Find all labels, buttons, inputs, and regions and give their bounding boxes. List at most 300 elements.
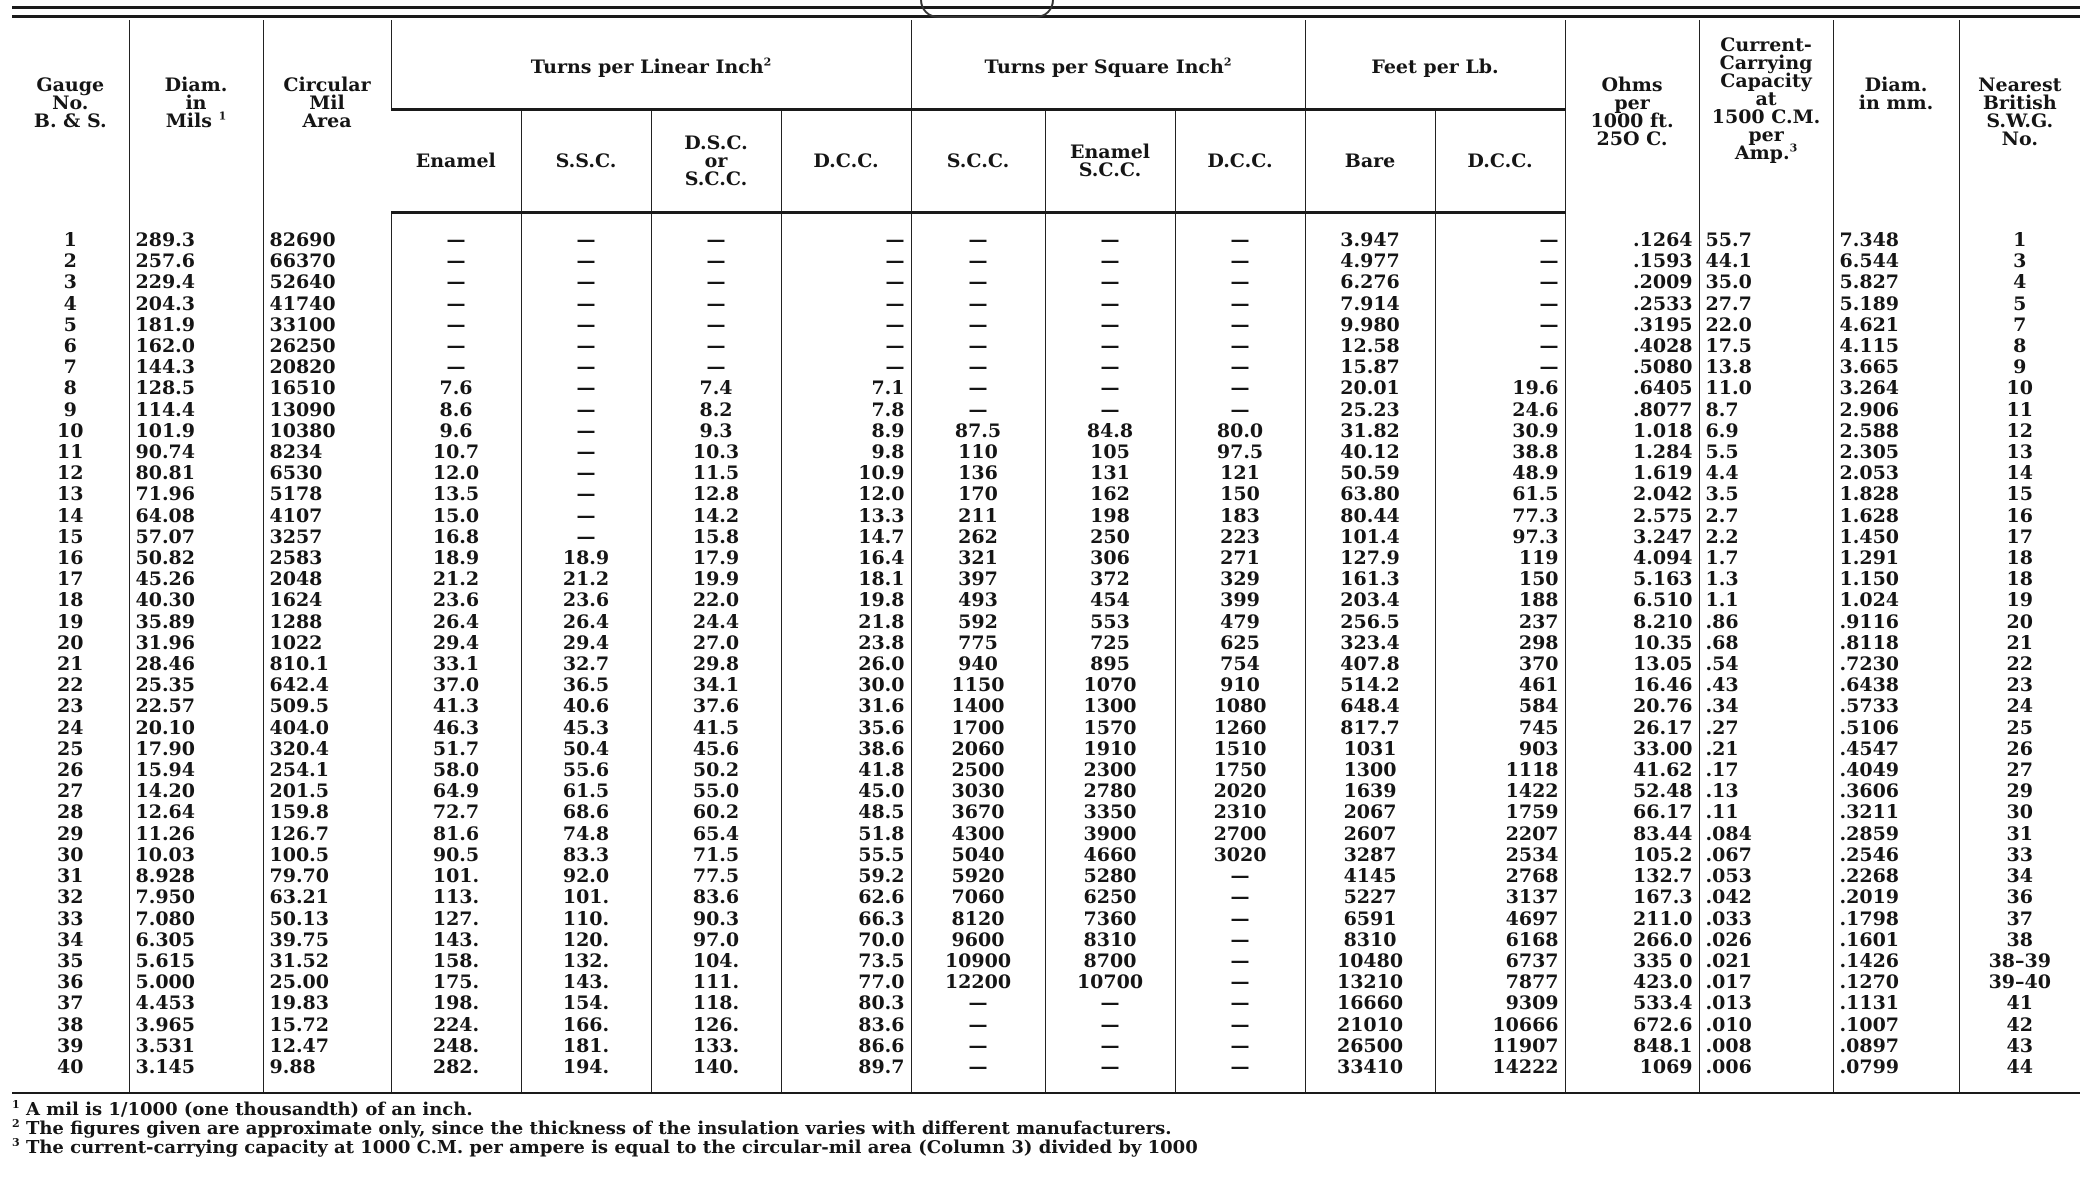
cell-ssc: 23.6 [521, 590, 651, 611]
cell-dsc-scc: 97.0 [651, 930, 781, 951]
cell-dcc-square: — [1175, 357, 1305, 378]
cell-bare: 7.914 [1305, 294, 1435, 315]
cell-ssc: 132. [521, 951, 651, 972]
cell-dcc-square: 2310 [1175, 802, 1305, 823]
cell-gauge: 4 [63, 292, 77, 315]
cell-swg: 23 [1959, 675, 2080, 696]
cell-dcc-linear: 31.6 [781, 696, 911, 717]
cell-dcc-linear: 30.0 [781, 675, 911, 696]
cell-dcc-linear: 18.1 [781, 569, 911, 590]
cell-enamel: 26.4 [391, 612, 521, 633]
cell-dcc-square: — [1175, 909, 1305, 930]
cell-swg: 42 [1959, 1015, 2080, 1036]
cell-dcc-square: 1260 [1175, 718, 1305, 739]
spacer-cell [1565, 213, 1699, 231]
header-diam-mm: Diam. in mm. [1833, 20, 1959, 213]
cell-ohms: .1264 [1565, 230, 1699, 251]
cell-dcc-linear: 86.6 [781, 1036, 911, 1057]
cell-dcc-linear: 23.8 [781, 633, 911, 654]
cell-diam-mm: .0897 [1833, 1036, 1959, 1057]
cell-dcc-feet: — [1435, 294, 1565, 315]
cell-enamel-scc: 553 [1045, 612, 1175, 633]
cell-enamel-scc: — [1045, 336, 1175, 357]
table-row [12, 760, 2080, 781]
cell-enamel-scc: 10700 [1045, 972, 1175, 993]
cell-current: 22.0 [1699, 315, 1833, 336]
cell-dcc-linear: 16.4 [781, 548, 911, 569]
cell-enamel-scc: 8700 [1045, 951, 1175, 972]
cell-diam-mils: 8.928 [129, 866, 263, 887]
cell-diam-mils: 128.5 [129, 378, 263, 399]
cell-enamel: 64.9 [391, 781, 521, 802]
cell-diam-mils: 12.64 [129, 802, 263, 823]
cell-enamel: — [391, 315, 521, 336]
cell-bare: 80.44 [1305, 506, 1435, 527]
cell-dcc-linear: 19.8 [781, 590, 911, 611]
table-row [12, 824, 2080, 845]
cell-diam-mm: 3.264 [1833, 378, 1959, 399]
cell-ssc: 110. [521, 909, 651, 930]
cell-gauge: 6 [63, 335, 77, 358]
cell-gauge: 5 [63, 313, 77, 336]
cell-current: .21 [1699, 739, 1833, 760]
cell-diam-mils: 57.07 [129, 527, 263, 548]
cell-ohms: 423.0 [1565, 972, 1699, 993]
cell-ssc: 181. [521, 1036, 651, 1057]
cell-scc-square: 1150 [911, 675, 1045, 696]
cell-current: 4.4 [1699, 463, 1833, 484]
cell-circular-mil-area: 509.5 [263, 696, 391, 717]
cell-scc-square: — [911, 1057, 1045, 1078]
cell-gauge: 37 [57, 992, 84, 1015]
cell-ssc: 26.4 [521, 612, 651, 633]
spacer-cell [1045, 1078, 1175, 1093]
cell-diam-mm: 7.348 [1833, 230, 1959, 251]
cell-dcc-square: — [1175, 336, 1305, 357]
cell-diam-mm: .9116 [1833, 612, 1959, 633]
cell-diam-mm: 1.291 [1833, 548, 1959, 569]
spacer-cell [1833, 1078, 1959, 1093]
cell-ssc: — [521, 357, 651, 378]
cell-dcc-square: 1750 [1175, 760, 1305, 781]
cell-enamel-scc: 3350 [1045, 802, 1175, 823]
table-row [12, 548, 2080, 569]
cell-bare: 4145 [1305, 866, 1435, 887]
cell-scc-square: — [911, 230, 1045, 251]
cell-current: .27 [1699, 718, 1833, 739]
cell-current: 13.8 [1699, 357, 1833, 378]
cell-bare: 323.4 [1305, 633, 1435, 654]
cell-diam-mm: .3606 [1833, 781, 1959, 802]
cell-current: 1.1 [1699, 590, 1833, 611]
cell-diam-mm: .8118 [1833, 633, 1959, 654]
cell-dcc-feet: 237 [1435, 612, 1565, 633]
cell-circular-mil-area: 31.52 [263, 951, 391, 972]
subheader-dsc-scc: D.S.C. or S.C.C. [651, 110, 781, 213]
cell-dsc-scc: 10.3 [651, 442, 781, 463]
cell-ssc: — [521, 484, 651, 505]
cell-ohms: .6405 [1565, 378, 1699, 399]
spacer-cell [1175, 1078, 1305, 1093]
cell-dcc-linear: — [781, 251, 911, 272]
header-diam-mils: Diam. in Mils $^1$ [129, 20, 263, 213]
cell-ssc: — [521, 463, 651, 484]
subheader-dcc-feet: D.C.C. [1435, 110, 1565, 213]
spacer-cell [1833, 213, 1959, 231]
cell-dcc-square: — [1175, 930, 1305, 951]
cell-ohms: .8077 [1565, 400, 1699, 421]
cell-current: .68 [1699, 633, 1833, 654]
cell-ohms: 848.1 [1565, 1036, 1699, 1057]
cell-bare: 31.82 [1305, 421, 1435, 442]
cell-diam-mm: .2019 [1833, 887, 1959, 908]
cell-bare: 21010 [1305, 1015, 1435, 1036]
cell-swg: 31 [1959, 824, 2080, 845]
cell-dcc-square: 910 [1175, 675, 1305, 696]
cell-scc-square: 87.5 [911, 421, 1045, 442]
cell-diam-mils: 289.3 [129, 230, 263, 251]
cell-swg: 22 [1959, 654, 2080, 675]
cell-dsc-scc: 50.2 [651, 760, 781, 781]
cell-dcc-feet: 370 [1435, 654, 1565, 675]
cell-swg: 1 [1959, 230, 2080, 251]
cell-dcc-linear: 8.9 [781, 421, 911, 442]
cell-swg: 3 [1959, 251, 2080, 272]
cell-dcc-feet: 1118 [1435, 760, 1565, 781]
cell-dcc-square: 1510 [1175, 739, 1305, 760]
cell-ssc: — [521, 251, 651, 272]
cell-swg: 33 [1959, 845, 2080, 866]
cell-dcc-square: — [1175, 993, 1305, 1014]
cell-ohms: 167.3 [1565, 887, 1699, 908]
cell-scc-square: 321 [911, 548, 1045, 569]
cell-ohms: 52.48 [1565, 781, 1699, 802]
cell-dcc-feet: 30.9 [1435, 421, 1565, 442]
cell-diam-mm: .1007 [1833, 1015, 1959, 1036]
cell-scc-square: 7060 [911, 887, 1045, 908]
cell-diam-mils: 3.531 [129, 1036, 263, 1057]
cell-dcc-linear: 26.0 [781, 654, 911, 675]
cell-diam-mm: 1.150 [1833, 569, 1959, 590]
cell-diam-mils: 71.96 [129, 484, 263, 505]
spacer-cell [781, 1078, 911, 1093]
cell-dsc-scc: 140. [651, 1057, 781, 1078]
cell-enamel: — [391, 294, 521, 315]
cell-enamel-scc: 8310 [1045, 930, 1175, 951]
cell-dcc-linear: 41.8 [781, 760, 911, 781]
cell-bare: 26500 [1305, 1036, 1435, 1057]
cell-current: .006 [1699, 1057, 1833, 1078]
cell-enamel: 8.6 [391, 400, 521, 421]
cell-enamel: 101. [391, 866, 521, 887]
wire-gauge-table [12, 20, 2080, 1094]
cell-scc-square: — [911, 251, 1045, 272]
cell-enamel-scc: 5280 [1045, 866, 1175, 887]
spacer-cell [521, 1078, 651, 1093]
cell-current: 1.3 [1699, 569, 1833, 590]
spacer-cell [12, 1078, 129, 1093]
cell-swg: 38 [1959, 930, 2080, 951]
cell-diam-mils: 144.3 [129, 357, 263, 378]
subheader-enamel: Enamel [391, 110, 521, 213]
cell-enamel-scc: 84.8 [1045, 421, 1175, 442]
table-row [12, 378, 2080, 399]
cell-ohms: 4.094 [1565, 548, 1699, 569]
cell-ssc: 32.7 [521, 654, 651, 675]
cell-dcc-square: 97.5 [1175, 442, 1305, 463]
cell-ohms: .2533 [1565, 294, 1699, 315]
cell-enamel: 23.6 [391, 590, 521, 611]
cell-diam-mm: 6.544 [1833, 251, 1959, 272]
cell-dcc-square: 329 [1175, 569, 1305, 590]
cell-current: .017 [1699, 972, 1833, 993]
spacer-cell [911, 1078, 1045, 1093]
table-row [12, 294, 2080, 315]
cell-enamel-scc: 1300 [1045, 696, 1175, 717]
cell-dcc-feet: 2768 [1435, 866, 1565, 887]
cell-bare: 648.4 [1305, 696, 1435, 717]
cell-dsc-scc: 71.5 [651, 845, 781, 866]
table-row [12, 1015, 2080, 1036]
cell-current: .026 [1699, 930, 1833, 951]
cell-dcc-feet: 14222 [1435, 1057, 1565, 1078]
cell-enamel-scc: 3900 [1045, 824, 1175, 845]
cell-diam-mils: 35.89 [129, 612, 263, 633]
cell-dcc-linear: 10.9 [781, 463, 911, 484]
cell-diam-mm: .6438 [1833, 675, 1959, 696]
cell-ssc: — [521, 272, 651, 293]
table-row [12, 506, 2080, 527]
cell-bare: 1639 [1305, 781, 1435, 802]
cell-enamel-scc: 4660 [1045, 845, 1175, 866]
cell-circular-mil-area: 2048 [263, 569, 391, 590]
cell-bare: 514.2 [1305, 675, 1435, 696]
cell-bare: 203.4 [1305, 590, 1435, 611]
cell-enamel-scc: — [1045, 1036, 1175, 1057]
cell-current: .86 [1699, 612, 1833, 633]
cell-dsc-scc: 14.2 [651, 506, 781, 527]
cell-gauge: 34 [57, 928, 84, 951]
cell-bare: 1300 [1305, 760, 1435, 781]
cell-dcc-feet: — [1435, 272, 1565, 293]
cell-circular-mil-area: 41740 [263, 294, 391, 315]
cell-diam-mils: 6.305 [129, 930, 263, 951]
cell-ssc: 120. [521, 930, 651, 951]
cell-gauge: 40 [57, 1055, 84, 1078]
cell-circular-mil-area: 15.72 [263, 1015, 391, 1036]
cell-current: 5.5 [1699, 442, 1833, 463]
cell-dcc-square: — [1175, 972, 1305, 993]
cell-enamel-scc: 250 [1045, 527, 1175, 548]
cell-ohms: 211.0 [1565, 909, 1699, 930]
cell-swg: 41 [1959, 993, 2080, 1014]
cell-diam-mils: 204.3 [129, 294, 263, 315]
cell-scc-square: 4300 [911, 824, 1045, 845]
cell-dsc-scc: 24.4 [651, 612, 781, 633]
cell-dcc-square: — [1175, 951, 1305, 972]
cell-ssc: 21.2 [521, 569, 651, 590]
cell-enamel: — [391, 272, 521, 293]
cell-current: .13 [1699, 781, 1833, 802]
cell-dcc-linear: 55.5 [781, 845, 911, 866]
cell-scc-square: 1700 [911, 718, 1045, 739]
cell-enamel-scc: 725 [1045, 633, 1175, 654]
cell-swg: 21 [1959, 633, 2080, 654]
cell-swg: 34 [1959, 866, 2080, 887]
footnote-2: $^2$ The figures given are approximate only, since the thickness of the insulation varies with different manufacturers. [12, 1117, 1172, 1139]
cell-dsc-scc: 104. [651, 951, 781, 972]
cell-gauge: 25 [57, 737, 84, 760]
cell-circular-mil-area: 254.1 [263, 760, 391, 781]
cell-circular-mil-area: 50.13 [263, 909, 391, 930]
cell-dsc-scc: 37.6 [651, 696, 781, 717]
cell-ssc: — [521, 421, 651, 442]
cell-bare: 256.5 [1305, 612, 1435, 633]
cell-dcc-linear: 12.0 [781, 484, 911, 505]
cell-swg: 18 [1959, 569, 2080, 590]
cell-ohms: .5080 [1565, 357, 1699, 378]
cell-ssc: — [521, 294, 651, 315]
cell-dcc-feet: 2534 [1435, 845, 1565, 866]
cell-ohms: 132.7 [1565, 866, 1699, 887]
cell-bare: 9.980 [1305, 315, 1435, 336]
table-row [12, 463, 2080, 484]
cell-enamel: 90.5 [391, 845, 521, 866]
cell-gauge: 17 [57, 568, 84, 591]
cell-diam-mm: .7230 [1833, 654, 1959, 675]
cell-current: .34 [1699, 696, 1833, 717]
spacer-cell [1699, 213, 1833, 231]
cell-gauge: 7 [63, 356, 77, 379]
cell-scc-square: — [911, 1015, 1045, 1036]
cell-circular-mil-area: 1022 [263, 633, 391, 654]
cell-swg: 16 [1959, 506, 2080, 527]
cell-enamel-scc: — [1045, 294, 1175, 315]
cell-dsc-scc: — [651, 230, 781, 251]
cell-ssc: 74.8 [521, 824, 651, 845]
cell-dcc-feet: 119 [1435, 548, 1565, 569]
cell-dcc-feet: 461 [1435, 675, 1565, 696]
cell-dcc-linear: 35.6 [781, 718, 911, 739]
cell-swg: 5 [1959, 294, 2080, 315]
cell-dcc-feet: 150 [1435, 569, 1565, 590]
cell-dcc-linear: 51.8 [781, 824, 911, 845]
header-current-capacity: Current- Carrying Capacity at 1500 C.M. per Amp.$^3$ [1699, 20, 1833, 213]
cell-diam-mm: .2859 [1833, 824, 1959, 845]
cell-current: .053 [1699, 866, 1833, 887]
cell-diam-mils: 181.9 [129, 315, 263, 336]
cell-enamel-scc: — [1045, 1015, 1175, 1036]
cell-dcc-linear: 21.8 [781, 612, 911, 633]
cell-dsc-scc: 77.5 [651, 866, 781, 887]
cell-dsc-scc: 29.8 [651, 654, 781, 675]
spacer-cell [1959, 213, 2080, 231]
subheader-bare: Bare [1305, 110, 1435, 213]
cell-circular-mil-area: 10380 [263, 421, 391, 442]
cell-swg: 18 [1959, 548, 2080, 569]
cell-gauge: 33 [57, 907, 84, 930]
cell-enamel: 282. [391, 1057, 521, 1078]
spacer-cell [1045, 213, 1175, 231]
subheader-dcc-square: D.C.C. [1175, 110, 1305, 213]
spacer-cell [1699, 1078, 1833, 1093]
cell-diam-mils: 22.57 [129, 696, 263, 717]
cell-diam-mils: 229.4 [129, 272, 263, 293]
cell-dcc-feet: 745 [1435, 718, 1565, 739]
cell-bare: 5227 [1305, 887, 1435, 908]
spacer-cell [391, 213, 521, 231]
cell-dsc-scc: 133. [651, 1036, 781, 1057]
cell-dsc-scc: 8.2 [651, 400, 781, 421]
cell-dcc-linear: 70.0 [781, 930, 911, 951]
cell-dcc-feet: 903 [1435, 739, 1565, 760]
cell-ssc: 29.4 [521, 633, 651, 654]
cell-dcc-feet: 9309 [1435, 993, 1565, 1014]
cell-enamel: — [391, 230, 521, 251]
cell-enamel-scc: — [1045, 357, 1175, 378]
spacer-cell [1959, 1078, 2080, 1093]
cell-ohms: 1.619 [1565, 463, 1699, 484]
cell-dcc-square: — [1175, 315, 1305, 336]
subheader-dcc-linear: D.C.C. [781, 110, 911, 213]
cell-gauge: 2 [63, 250, 77, 273]
cell-dcc-feet: 38.8 [1435, 442, 1565, 463]
cell-swg: 30 [1959, 802, 2080, 823]
cell-gauge: 35 [57, 949, 84, 972]
cell-swg: 4 [1959, 272, 2080, 293]
cell-diam-mm: .2268 [1833, 866, 1959, 887]
cell-dcc-square: — [1175, 1015, 1305, 1036]
cell-diam-mm: 1.024 [1833, 590, 1959, 611]
spacer-cell [129, 1078, 263, 1093]
cell-dcc-linear: 48.5 [781, 802, 911, 823]
cell-diam-mm: .4049 [1833, 760, 1959, 781]
cell-ssc: — [521, 442, 651, 463]
cell-ohms: 105.2 [1565, 845, 1699, 866]
cell-enamel: 13.5 [391, 484, 521, 505]
cell-diam-mils: 4.453 [129, 993, 263, 1014]
cell-swg: 36 [1959, 887, 2080, 908]
cell-bare: 2607 [1305, 824, 1435, 845]
cell-dsc-scc: — [651, 272, 781, 293]
cell-bare: 6.276 [1305, 272, 1435, 293]
cell-gauge: 39 [57, 1034, 84, 1057]
cell-ssc: — [521, 315, 651, 336]
cell-gauge: 20 [57, 631, 84, 654]
cell-dcc-square: 80.0 [1175, 421, 1305, 442]
cell-ssc: 68.6 [521, 802, 651, 823]
cell-dcc-square: — [1175, 272, 1305, 293]
cell-gauge: 10 [57, 419, 84, 442]
cell-diam-mm: .0799 [1833, 1057, 1959, 1078]
cell-dsc-scc: 55.0 [651, 781, 781, 802]
cell-dcc-feet: 2207 [1435, 824, 1565, 845]
cell-current: 17.5 [1699, 336, 1833, 357]
cell-gauge: 9 [63, 398, 77, 421]
cell-current: .008 [1699, 1036, 1833, 1057]
table-row [12, 527, 2080, 548]
cell-diam-mils: 28.46 [129, 654, 263, 675]
cell-current: .43 [1699, 675, 1833, 696]
cell-enamel-scc: 162 [1045, 484, 1175, 505]
cell-current: 55.7 [1699, 230, 1833, 251]
cell-ohms: 533.4 [1565, 993, 1699, 1014]
header-ohms: Ohms per 1000 ft. 25O C. [1565, 20, 1699, 213]
cell-enamel-scc: — [1045, 1057, 1175, 1078]
cell-ssc: 18.9 [521, 548, 651, 569]
cell-bare: 8310 [1305, 930, 1435, 951]
cell-ohms: 33.00 [1565, 739, 1699, 760]
